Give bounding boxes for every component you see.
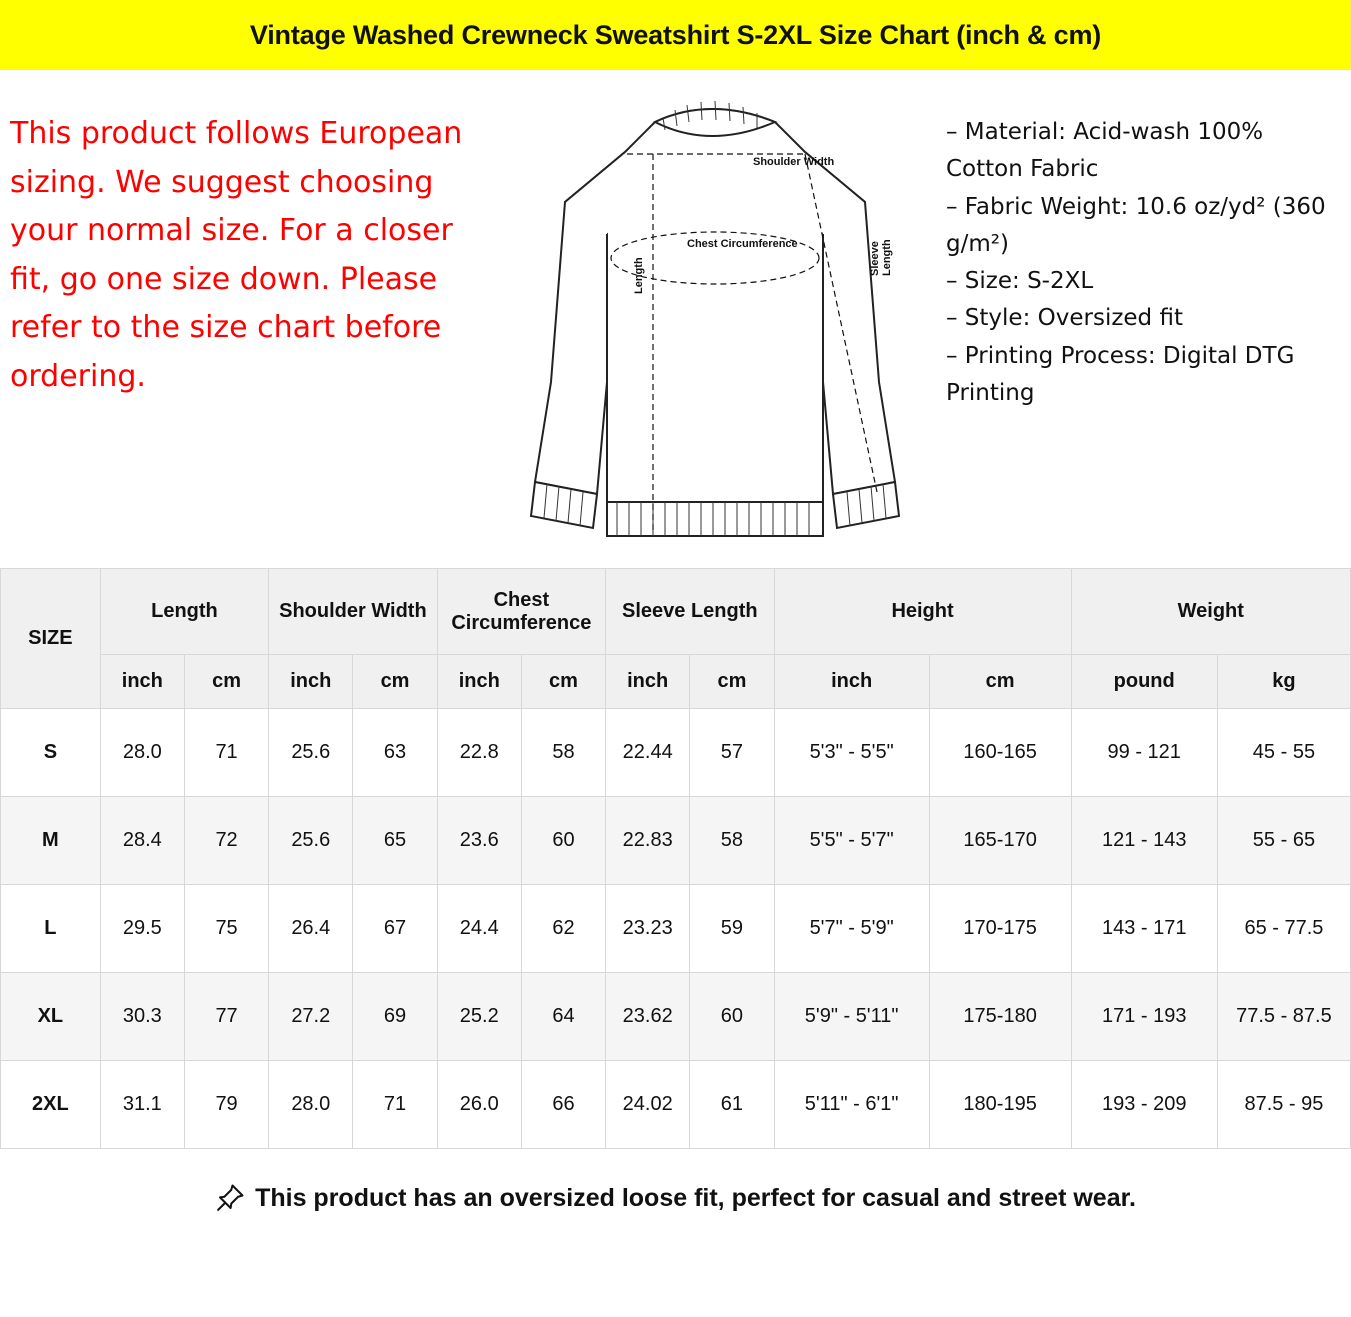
- cell: 25.6: [269, 709, 353, 797]
- unit-height-cm: cm: [929, 655, 1071, 709]
- pushpin-icon: [215, 1183, 245, 1213]
- unit-weight-kg: kg: [1217, 655, 1350, 709]
- cell: 67: [353, 885, 437, 973]
- row-size: XL: [1, 973, 101, 1061]
- table-row: [1, 1061, 1351, 1149]
- cell: 5'9" - 5'11": [774, 973, 929, 1061]
- cell: 165-170: [929, 797, 1071, 885]
- title-banner: [0, 0, 1351, 72]
- cell: 30.3: [100, 973, 184, 1061]
- cell: 72: [184, 797, 268, 885]
- cell: 22.83: [606, 797, 690, 885]
- unit-length-cm: cm: [184, 655, 268, 709]
- unit-height-inch: inch: [774, 655, 929, 709]
- unit-shoulder-inch: inch: [269, 655, 353, 709]
- cell: 28.0: [269, 1061, 353, 1149]
- cell: 59: [690, 885, 774, 973]
- notice-column: [0, 72, 500, 568]
- header-unit-row: [1, 655, 1351, 709]
- unit-chest-cm: cm: [521, 655, 605, 709]
- cell: 61: [690, 1061, 774, 1149]
- sizing-notice: This product follows European sizing. We suggest choosing your normal size. For a closer fit, go one size down. Please refer to the size chart before ordering.: [10, 116, 463, 394]
- row-size: S: [1, 709, 101, 797]
- cell: 60: [690, 973, 774, 1061]
- cell: 23.6: [437, 797, 521, 885]
- cell: 65: [353, 797, 437, 885]
- cell: 65 - 77.5: [1217, 885, 1350, 973]
- spec-printing: – Printing Process: Digital DTG Printing: [946, 342, 1302, 406]
- unit-weight-pound: pound: [1071, 655, 1217, 709]
- table-body: [1, 709, 1351, 1149]
- cell: 75: [184, 885, 268, 973]
- table-head: [1, 569, 1351, 709]
- cell: 160-165: [929, 709, 1071, 797]
- cell: 29.5: [100, 885, 184, 973]
- cell: 69: [353, 973, 437, 1061]
- length-label: Length: [633, 257, 645, 294]
- cell: 23.23: [606, 885, 690, 973]
- spec-weight: – Fabric Weight: 10.6 oz/yd² (360 g/m²): [946, 193, 1333, 257]
- specs-column: [930, 72, 1351, 568]
- cell: 87.5 - 95: [1217, 1061, 1350, 1149]
- cell: 45 - 55: [1217, 709, 1350, 797]
- cell: 77.5 - 87.5: [1217, 973, 1350, 1061]
- cell: 27.2: [269, 973, 353, 1061]
- cell: 71: [353, 1061, 437, 1149]
- unit-chest-inch: inch: [437, 655, 521, 709]
- cell: 121 - 143: [1071, 797, 1217, 885]
- header-length: Length: [100, 569, 268, 655]
- cell: 23.62: [606, 973, 690, 1061]
- unit-sleeve-cm: cm: [690, 655, 774, 709]
- cell: 55 - 65: [1217, 797, 1350, 885]
- cell: 22.8: [437, 709, 521, 797]
- header-chest: Chest Circumference: [437, 569, 605, 655]
- unit-length-inch: inch: [100, 655, 184, 709]
- cell: 26.4: [269, 885, 353, 973]
- cell: 60: [521, 797, 605, 885]
- cell: 58: [521, 709, 605, 797]
- sweatshirt-illustration: [505, 82, 925, 552]
- sweatshirt-diagram: [505, 82, 925, 552]
- cell: 5'7" - 5'9": [774, 885, 929, 973]
- page-title: Vintage Washed Crewneck Sweatshirt S-2XL Size Chart (inch & cm): [249, 19, 1102, 50]
- cell: 66: [521, 1061, 605, 1149]
- shoulder-width-label: Shoulder Width: [753, 156, 835, 168]
- footer-text: This product has an oversized loose fit, perfect for casual and street wear.: [255, 1183, 1136, 1212]
- unit-sleeve-inch: inch: [606, 655, 690, 709]
- row-size: L: [1, 885, 101, 973]
- table-row: [1, 885, 1351, 973]
- cell: 99 - 121: [1071, 709, 1217, 797]
- cell: 26.0: [437, 1061, 521, 1149]
- cell: 58: [690, 797, 774, 885]
- size-table: [0, 568, 1351, 1149]
- cell: 22.44: [606, 709, 690, 797]
- table-row: [1, 797, 1351, 885]
- cell: 5'5" - 5'7": [774, 797, 929, 885]
- cell: 63: [353, 709, 437, 797]
- sleeve-length-label: Sleeve Length: [869, 239, 893, 276]
- cell: 24.4: [437, 885, 521, 973]
- row-size: 2XL: [1, 1061, 101, 1149]
- cell: 77: [184, 973, 268, 1061]
- cell: 57: [690, 709, 774, 797]
- cell: 28.0: [100, 709, 184, 797]
- cell: 62: [521, 885, 605, 973]
- cell: 193 - 209: [1071, 1061, 1217, 1149]
- footer-note: [0, 1149, 1351, 1247]
- cell: 24.02: [606, 1061, 690, 1149]
- header-size: SIZE: [1, 569, 101, 709]
- header-weight: Weight: [1071, 569, 1350, 655]
- header-group-row: [1, 569, 1351, 655]
- cell: 180-195: [929, 1061, 1071, 1149]
- spec-style: – Style: Oversized fit: [946, 305, 1183, 332]
- header-height: Height: [774, 569, 1071, 655]
- header-shoulder: Shoulder Width: [269, 569, 437, 655]
- table-row: [1, 973, 1351, 1061]
- top-section: [0, 72, 1351, 568]
- cell: 175-180: [929, 973, 1071, 1061]
- cell: 64: [521, 973, 605, 1061]
- cell: 143 - 171: [1071, 885, 1217, 973]
- table-row: [1, 709, 1351, 797]
- cell: 31.1: [100, 1061, 184, 1149]
- row-size: M: [1, 797, 101, 885]
- cell: 28.4: [100, 797, 184, 885]
- cell: 71: [184, 709, 268, 797]
- cell: 5'11" - 6'1": [774, 1061, 929, 1149]
- chest-circumference-label: Chest Circumference: [687, 238, 798, 250]
- spec-material: – Material: Acid-wash 100% Cotton Fabric: [946, 119, 1271, 183]
- cell: 79: [184, 1061, 268, 1149]
- garment-diagram-column: [500, 72, 930, 568]
- unit-shoulder-cm: cm: [353, 655, 437, 709]
- cell: 25.6: [269, 797, 353, 885]
- header-sleeve: Sleeve Length: [606, 569, 774, 655]
- cell: 171 - 193: [1071, 973, 1217, 1061]
- cell: 5'3" - 5'5": [774, 709, 929, 797]
- spec-size: – Size: S-2XL: [946, 268, 1094, 294]
- cell: 170-175: [929, 885, 1071, 973]
- cell: 25.2: [437, 973, 521, 1061]
